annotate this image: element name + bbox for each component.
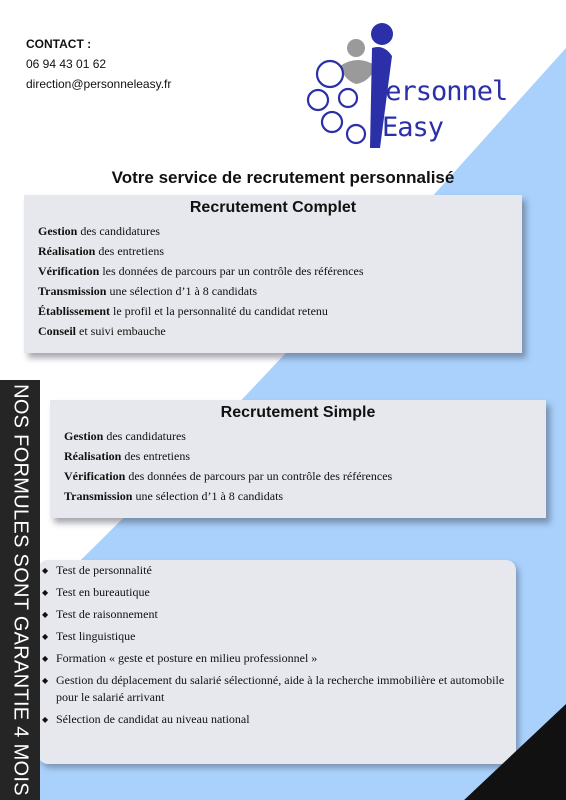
card-title: Recrutement Simple — [220, 404, 376, 421]
card-recrutement-simple — [50, 400, 546, 518]
logo-head-grey-icon — [347, 39, 365, 57]
list-item: ◆ Formation « geste et posture en milieu professionnel » — [42, 650, 516, 667]
card-recrutement-complet — [24, 195, 522, 353]
list-item: ◆ Test de raisonnement — [42, 606, 516, 623]
list-item: Vérification des données de parcours par un contrôle des références — [64, 469, 393, 483]
list-item: Transmission une sélection d’1 à 8 candidats — [38, 284, 258, 298]
list-item: ◆ Test linguistique — [42, 628, 516, 645]
list-item: ◆ Sélection de candidat au niveau national — [42, 711, 516, 728]
contact-block — [26, 34, 171, 94]
list-item: Établissement le profil et la personnalité du candidat retenu — [38, 304, 328, 318]
tagline: Votre service de recrutement personnalisé — [111, 168, 455, 187]
logo-head-blue-icon — [371, 23, 393, 45]
list-item: Conseil et suivi embauche — [38, 324, 166, 338]
list-item: Gestion des candidatures — [64, 429, 186, 443]
logo-text-easy: Easy — [382, 112, 444, 143]
list-item: Transmission une sélection d’1 à 8 candidats — [64, 489, 284, 503]
side-banner-text: NOS FORMULES SONT GARANTIE 4 MOIS — [9, 384, 32, 796]
list-item: Réalisation des entretiens — [64, 449, 190, 463]
list-item: Gestion des candidatures — [38, 224, 160, 238]
list-item: ◆ Test en bureautique — [42, 584, 516, 601]
simple-list — [50, 426, 546, 506]
contact-email: direction@personneleasy.fr — [26, 77, 172, 91]
options-list — [38, 560, 516, 728]
list-item: Réalisation des entretiens — [38, 244, 164, 258]
list-item: Vérification les données de parcours par un contrôle des références — [38, 264, 364, 278]
card-options — [38, 560, 516, 764]
list-item: ◆ Gestion du déplacement du salarié sélectionné, aide à la recherche immobilière et automobile pour le salarié arrivant — [42, 672, 516, 706]
card-title: Recrutement Complet — [189, 199, 357, 216]
complet-list — [24, 221, 522, 341]
contact-label: CONTACT : — [26, 37, 92, 51]
logo-text-personnel: Personnel — [370, 76, 508, 107]
contact-phone: 06 94 43 01 62 — [26, 57, 107, 71]
list-item: ◆ Test de personnalité — [42, 562, 516, 579]
